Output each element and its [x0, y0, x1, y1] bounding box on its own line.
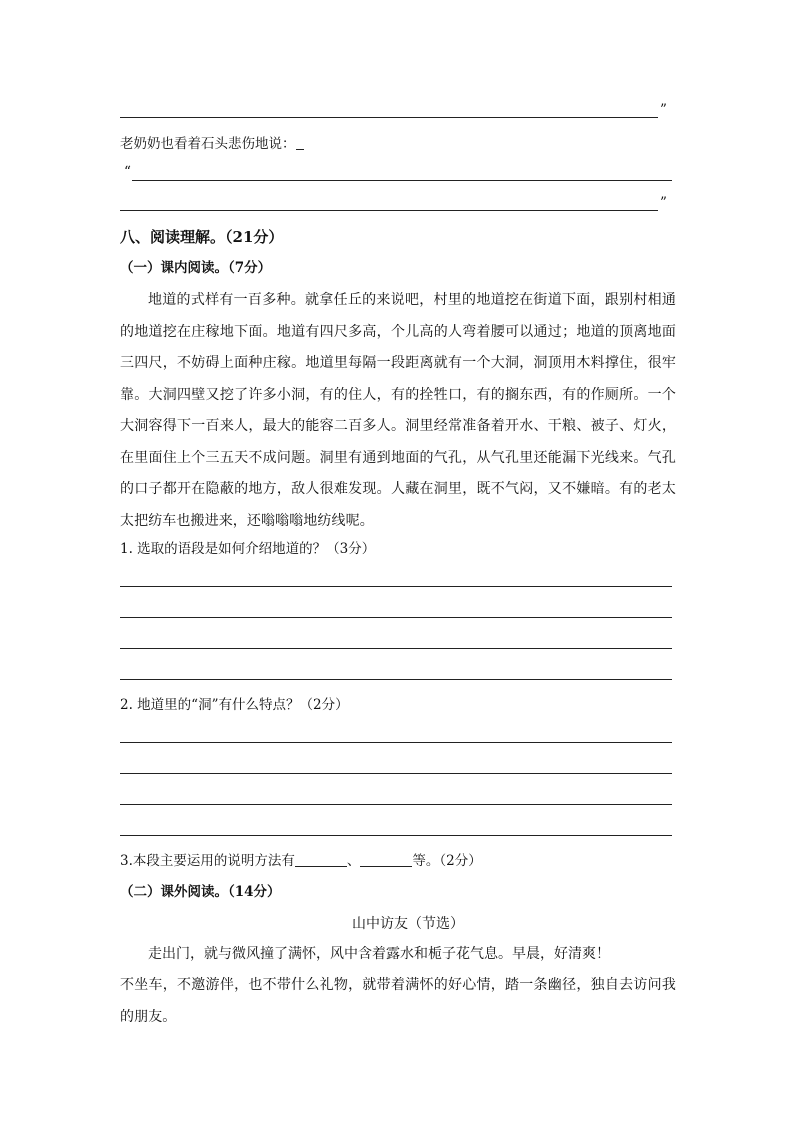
passage-paragraph: 走出门，就与微风撞了满怀，风中含着露水和栀子花气息。早晨，好清爽！ [148, 946, 610, 962]
close-quote: ” [660, 195, 667, 211]
question-3-text-b: 等。（2分） [412, 853, 482, 869]
question-3 [120, 851, 482, 871]
answer-line[interactable] [120, 210, 658, 211]
short-blank[interactable] [296, 135, 304, 150]
question-3-sep: 、 [346, 853, 361, 869]
part1-heading: （一）课内阅读。（7分） [120, 260, 272, 276]
answer-line[interactable] [120, 742, 672, 743]
close-quote: ” [660, 102, 667, 118]
passage-title: 山中访友（节选） [352, 916, 464, 932]
answer-line[interactable] [120, 617, 672, 618]
section-heading: 八、阅读理解。（21分） [120, 228, 284, 246]
answer-line[interactable] [120, 835, 672, 836]
fill-blank[interactable] [360, 852, 412, 867]
passage-paragraph: 不坐车，不邀游伴，也不带什么礼物，就带着满怀的好心情，踏一条幽径，独自去访问我的朋友。 [120, 977, 676, 1025]
passage-text: 地道的式样有一百多种。就拿任丘的来说吧，村里的地道挖在街道下面，跟别村相通的地道挖在庄稼地下面。地道有四尺多高，个儿高的人弯着腰可以通过；地道的顶离地面三四尺，不妨碍上面种庄稼。地道里每隔一段距离就有一个大洞，洞顶用木料撑住，很牢靠。大洞四壁又挖了许多小洞，有的住人，有的拴牲口，有的搁东西，有的作厕所。一个大洞容得下一百来人，最大的能容二百多人。洞里经常准备着开水、干粮、被子、灯火，在里面住上个三五天不成问题。洞里有通到地面的气孔，从气孔里还能漏下光线来。气孔的口子都开在隐蔽的地方，敌人很难发现。人藏在洞里，既不气闷，又不嫌暗。有的老太太把纺车也搬进来，还嗡嗡嗡地纺线呢。 [120, 292, 676, 529]
grandma-line [120, 134, 304, 154]
answer-line[interactable] [120, 586, 672, 587]
answer-line[interactable] [120, 804, 672, 805]
answer-line[interactable] [132, 180, 672, 181]
open-quote: “ [124, 164, 131, 180]
part2-heading: （二）课外阅读。（14分） [120, 884, 281, 900]
fill-blank[interactable] [295, 852, 347, 867]
answer-line[interactable] [120, 679, 672, 680]
question-2: 2. 地道里的“洞”有什么特点？（2分） [120, 697, 349, 713]
answer-line[interactable] [120, 773, 672, 774]
grandma-line-text: 老奶奶也看着石头悲伤地说： [120, 136, 296, 152]
question-3-text-a: 3.本段主要运用的说明方法有 [120, 853, 295, 869]
answer-line[interactable] [120, 117, 658, 118]
question-1: 1. 选取的语段是如何介绍地道的？（3分） [120, 541, 376, 557]
answer-line[interactable] [120, 648, 672, 649]
